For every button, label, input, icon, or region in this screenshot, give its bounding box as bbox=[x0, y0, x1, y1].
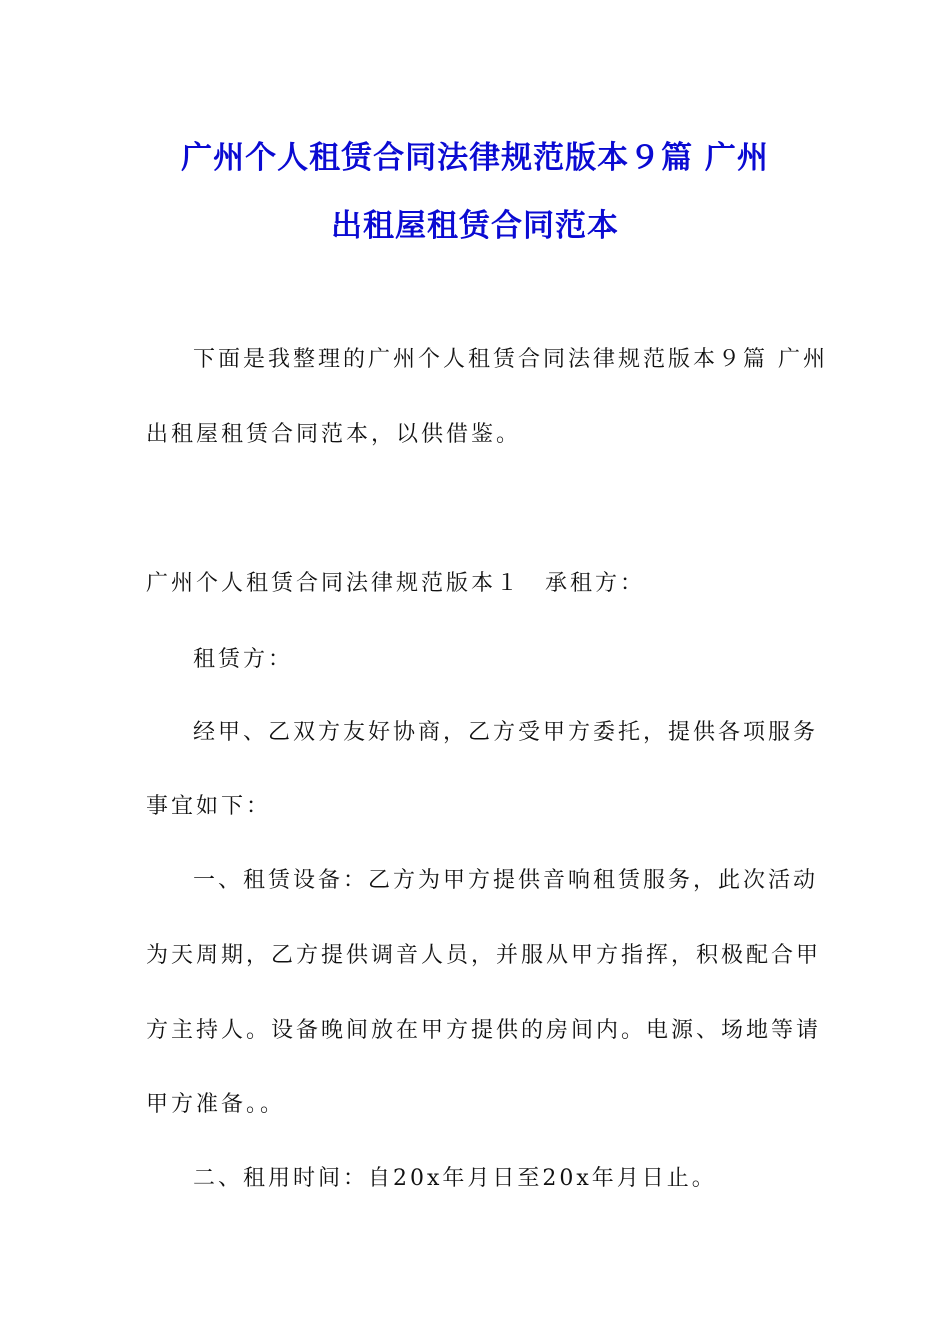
paragraph-2-line-1: 一、租赁设备：乙方为甲方提供音响租赁服务，此次活动 bbox=[193, 868, 819, 893]
tenant-label: 承租方： bbox=[545, 571, 646, 596]
paragraph-2-line-3: 方主持人。设备晚间放在甲方提供的房间内。电源、场地等请 bbox=[146, 1018, 822, 1043]
intro-line-2: 出租屋租赁合同范本，以供借鉴。 bbox=[146, 422, 522, 447]
paragraph-3-line-1: 二、租用时间：自20x年月日至20x年月日止。 bbox=[193, 1166, 717, 1191]
intro-line-1: 下面是我整理的广州个人租赁合同法律规范版本９篇 广州 bbox=[193, 347, 828, 372]
paragraph-1-line-1: 经甲、乙双方友好协商，乙方受甲方委托，提供各项服务 bbox=[193, 720, 819, 745]
paragraph-1-line-2: 事宜如下： bbox=[146, 794, 272, 819]
paragraph-2-line-2: 为天周期，乙方提供调音人员，并服从甲方指挥，积极配合甲 bbox=[146, 943, 822, 968]
document-title-line-1: 广州个人租赁合同法律规范版本９篇 广州 bbox=[181, 140, 769, 176]
section-heading: 广州个人租赁合同法律规范版本１ bbox=[146, 571, 522, 596]
document-title-line-2: 出租屋租赁合同范本 bbox=[331, 208, 619, 244]
paragraph-2-line-4: 甲方准备。。 bbox=[146, 1092, 286, 1117]
lessor-label: 租赁方： bbox=[193, 647, 294, 672]
